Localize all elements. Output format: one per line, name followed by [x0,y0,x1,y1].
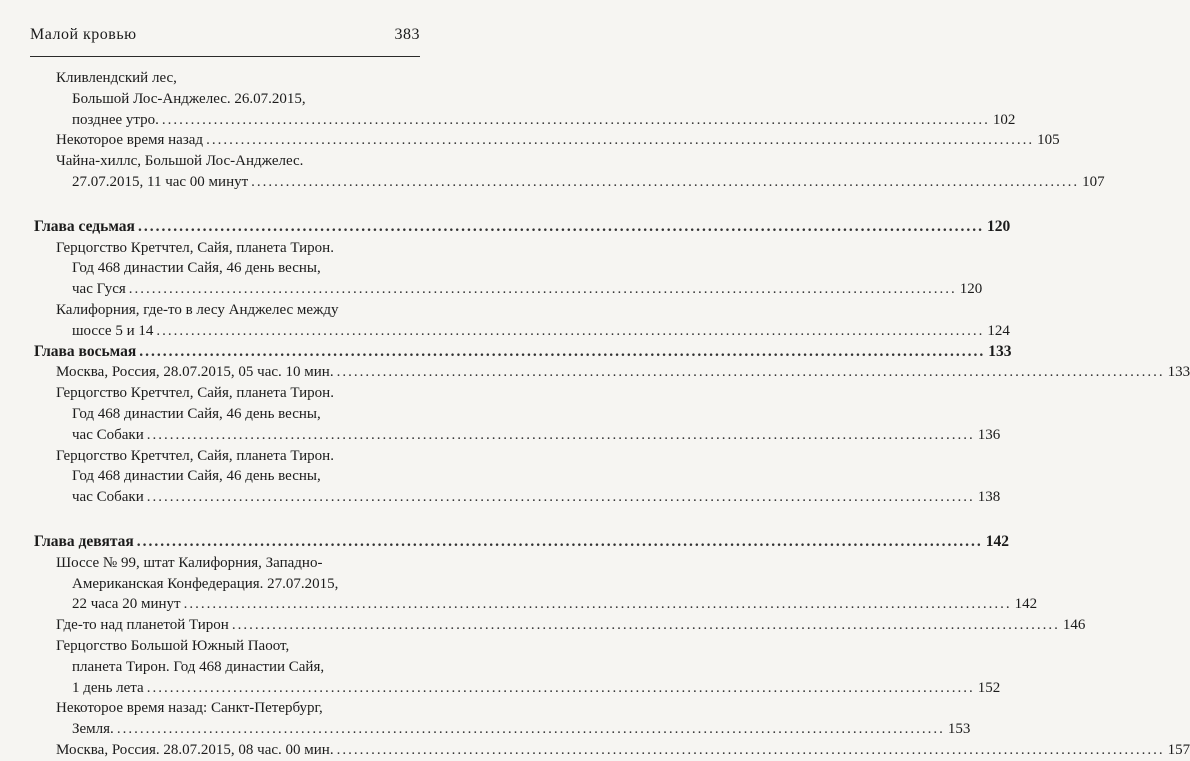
toc-entry-line: Большой Лос-Анджелес. 26.07.2015, [72,90,306,107]
page-number: 383 [394,26,420,43]
toc-page-number: 133 [1167,364,1190,381]
toc-entry-line: Год 468 династии Сайя, 46 день весны, [72,260,321,277]
toc-page-number: 146 [1062,617,1086,634]
header-rule [30,56,420,57]
toc-entry-line: Американская Конфедерация. 27.07.2015, [72,575,339,592]
running-title: Малой кровью [30,26,137,43]
running-header [30,26,420,44]
toc-page-number: 142 [1014,596,1038,613]
toc-entry-line: Герцогство Кретчтел, Сайя, планета Тирон. [56,385,334,402]
dot-leader: ................................................................................................................................................ [251,173,1080,190]
toc-page-number: 120 [959,281,983,298]
toc-entry [56,615,1086,636]
dot-leader: ................................................................................................................................................ [231,617,1060,634]
toc-chapter-heading [34,532,1010,553]
toc-page-number: 138 [977,489,1001,506]
toc-entry-line: Калифорния, где-то в лесу Анджелес между [56,301,339,318]
toc-page-number: 124 [987,322,1010,339]
chapter-title: Глава девятая [34,532,134,550]
toc-entry-line: Шоссе № 99, штат Калифорния, Западно- [56,554,323,571]
toc-entry-line: час Собаки [72,489,144,506]
toc-page-number: 153 [947,721,971,738]
toc-entry [56,151,1105,193]
toc-page-number: 133 [988,342,1012,360]
toc-entry [56,130,1060,151]
toc-page-number: 136 [977,426,1001,443]
toc-entry-line: планета Тирон. Год 468 династии Сайя, [72,658,325,675]
toc-entry [56,698,971,740]
toc-page-number: 102 [992,111,1016,128]
toc-page-number: 157 [1167,741,1190,758]
toc-entry-line: позднее утро. [72,111,159,128]
toc-entry-line: Герцогство Большой Южный Паоот, [56,637,290,654]
toc-entry-line: Герцогство Кретчтел, Сайя, планета Тирон. [56,239,334,256]
toc-entry-line: Земля. [72,721,114,738]
chapter-title: Глава седьмая [34,217,135,235]
dot-leader: ................................................................................................................................................ [336,741,1165,758]
toc-entry-line: шоссе 5 и 14 [72,322,154,339]
toc-entry [56,383,1001,445]
toc-chapter-heading [34,342,1012,363]
dot-leader: ................................................................................................................................................ [206,132,1035,149]
toc-chapter-heading [34,217,1011,238]
dot-leader: ................................................................................................................................................ [146,679,975,696]
toc-entry [56,553,1038,615]
toc-entry [56,68,1016,130]
toc-entry-line: Год 468 династии Сайя, 46 день весны, [72,468,321,485]
toc-entry [56,362,1190,383]
toc-page-number: 120 [986,217,1011,235]
toc-entry-line: Год 468 династии Сайя, 46 день весны, [72,405,321,422]
toc-page-number: 107 [1082,173,1105,190]
dot-leader: ................................................................................................................................................ [139,342,986,360]
toc-entry-line: час Собаки [72,426,144,443]
dot-leader: ................................................................................................................................................ [336,364,1165,381]
dot-leader: ................................................................................................................................................ [116,721,945,738]
table-of-contents [34,68,1190,761]
dot-leader: ................................................................................................................................................ [137,217,984,235]
dot-leader: ................................................................................................................................................ [146,426,975,443]
dot-leader: ................................................................................................................................................ [156,322,985,339]
dot-leader: ................................................................................................................................................ [128,281,957,298]
toc-entry-line: Некоторое время назад [56,132,204,149]
toc-entry-line: Некоторое время назад: Санкт-Петербург, [56,700,323,717]
toc-entry-line: Москва, Россия, 28.07.2015, 05 час. 10 мин. [56,364,334,381]
chapter-title: Глава восьмая [34,342,137,360]
toc-entry [56,740,1190,761]
toc-entry-line: Чайна-хиллс, Большой Лос-Анджелес. [56,153,304,170]
toc-entry-line: 1 день лета [72,679,144,696]
toc-entry-line: 27.07.2015, 11 час 00 минут [72,173,249,190]
toc-entry-line: Герцогство Кретчтел, Сайя, планета Тирон. [56,447,334,464]
dot-leader: ................................................................................................................................................ [136,532,983,550]
dot-leader: ................................................................................................................................................ [146,489,975,506]
toc-entry [56,446,1001,508]
toc-page-number: 152 [977,679,1001,696]
toc-entry-line: час Гуся [72,281,126,298]
toc-page-number: 105 [1037,132,1060,149]
toc-entry [56,238,983,300]
dot-leader: ................................................................................................................................................ [161,111,990,128]
dot-leader: ................................................................................................................................................ [183,596,1012,613]
toc-entry-line: Москва, Россия. 28.07.2015, 08 час. 00 мин. [56,741,334,758]
toc-entry-line: Где-то над планетой Тирон [56,617,229,634]
toc-entry [56,300,1010,342]
toc-entry [56,636,1001,698]
toc-entry-line: 22 часа 20 минут [72,596,181,613]
toc-page-number: 142 [985,532,1010,550]
toc-entry-line: Кливлендский лес, [56,70,177,86]
